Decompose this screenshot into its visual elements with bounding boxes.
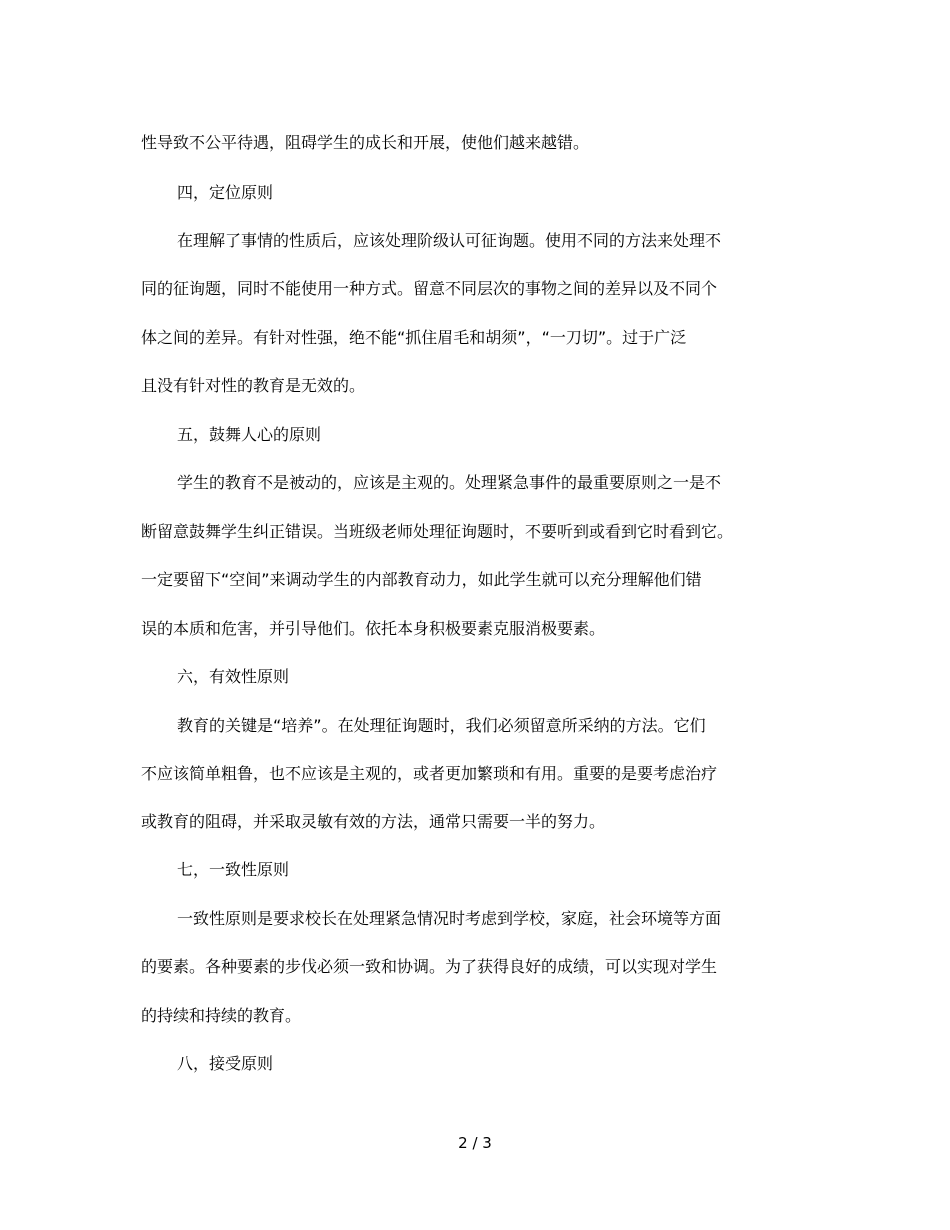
paragraph-line: 体之间的差异。有针对性强，绝不能“抓住眉毛和胡须”，“一刀切”。过于广泛	[141, 328, 687, 347]
paragraph-line: 且没有针对性的教育是无效的。	[141, 376, 366, 395]
section-heading-acceptance: 八，接受原则	[177, 1054, 274, 1073]
paragraph-line: 的要素。各种要素的步伐必须一致和协调。为了获得良好的成绩，可以实现对学生	[141, 957, 718, 976]
paragraph-line: 学生的教育不是被动的，应该是主观的。处理紧急事件的最重要原则之一是不	[177, 473, 722, 492]
paragraph-line: 不应该简单粗鲁，也不应该是主观的，或者更加繁琐和有用。重要的是要考虑治疗	[141, 764, 718, 783]
paragraph-line: 在理解了事情的性质后，应该处理阶级认可征询题。使用不同的方法来处理不	[177, 231, 722, 250]
paragraph-line: 的持续和持续的教育。	[141, 1006, 302, 1025]
paragraph-line: 同的征询题，同时不能使用一种方式。留意不同层次的事物之间的差异以及不同个	[141, 279, 718, 298]
paragraph-line: 一定要留下“空间”来调动学生的内部教育动力，如此学生就可以充分理解他们错	[141, 570, 702, 589]
paragraph-line: 性导致不公平待遇，阻碍学生的成长和开展，使他们越来越错。	[141, 133, 590, 152]
paragraph-line: 断留意鼓舞学生纠正错误。当班级老师处理征询题时，不要听到或看到它时看到它。	[141, 522, 734, 541]
section-heading-effectiveness: 六，有效性原则	[177, 667, 290, 686]
section-heading-encouragement: 五，鼓舞人心的原则	[177, 425, 322, 444]
paragraph-line: 一致性原则是要求校长在处理紧急情况时考虑到学校，家庭，社会环境等方面	[177, 909, 722, 928]
page-number: 2 / 3	[458, 1134, 492, 1152]
section-heading-positioning: 四，定位原则	[177, 183, 274, 202]
paragraph-line: 教育的关键是“培养”。在处理征询题时，我们必须留意所采纳的方法。它们	[177, 716, 706, 735]
paragraph-line: 或教育的阻碍，并采取灵敏有效的方法，通常只需要一半的努力。	[141, 812, 606, 831]
paragraph-line: 误的本质和危害，并引导他们。依托本身积极要素克服消极要素。	[141, 619, 606, 638]
section-heading-consistency: 七，一致性原则	[177, 860, 290, 879]
